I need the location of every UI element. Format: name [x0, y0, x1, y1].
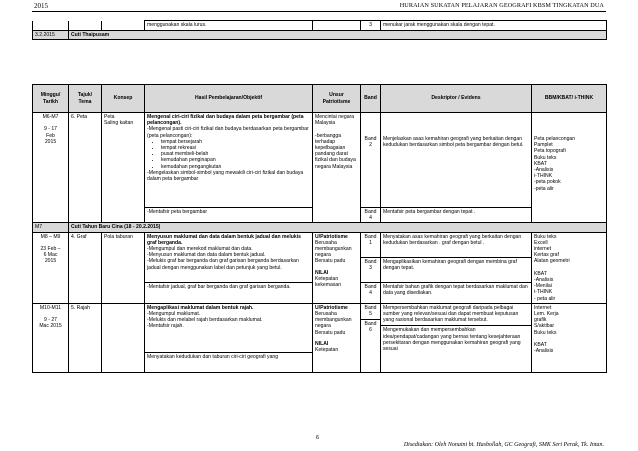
list-item: • kemudahan pengangkutan [161, 164, 310, 170]
objective-cell [145, 232, 313, 282]
list-item: • pusat membeli-belah [161, 151, 310, 157]
objective-cell [145, 303, 313, 372]
objective-last: Menyatakan kedudukan dan taburan ciri-ciri geografi yang [147, 353, 279, 360]
col-header: Tajuk/ Tema [69, 85, 102, 113]
break-label: Cuti Tahun Baru Cina (18 - 20.2.2015) [69, 223, 607, 232]
band-label: Band 2 [364, 136, 377, 149]
descriptor-text: Mempersembahkan maklumat geografi daripada pelbagai sumber yang relevan/sesuai dan dapat membuat keputusan yang rasional berdasarkan maklumat tersebut. [383, 304, 519, 324]
patriot-title: U/Patriotisme [315, 304, 348, 311]
table-row [33, 113, 607, 208]
header-year: 2015 [34, 2, 48, 10]
patriot-cell: Mencintai negara Malaysia -berbangga terhadap kepelbagaian pandang darat fizikal dan budaya negara Malaysia [313, 113, 361, 223]
descriptor-cell: Mentafsir bahan grafik dengan tepat berdasarkan maklumat dan data yang disediakan. [381, 283, 532, 304]
band-label: Band 5 [364, 304, 377, 318]
table-row [33, 232, 607, 257]
topic-cell: 5. Rajah [69, 303, 102, 372]
col-header: Hasil Pembelajaran/Objektif [145, 85, 313, 113]
divider [145, 352, 312, 353]
objective-last: -Mentafsir jadual, graf bar berganda dan graf garisan berganda. [145, 283, 313, 304]
objective-bullets [147, 139, 310, 170]
patriot-cell [313, 232, 361, 303]
main-table [32, 84, 607, 373]
divider [361, 319, 380, 320]
top-table [32, 20, 607, 40]
break-label: Cuti Thaipusam [69, 31, 607, 40]
footer-credit: Disediakan: Oleh Nonaini bt. Hasbollah, GC Geografi, SMK Seri Perak, Tk. Intan. [403, 442, 604, 448]
band-cell: Band 1 [361, 232, 381, 257]
header-rule [32, 11, 606, 12]
table-row [33, 223, 607, 232]
band-cell: Band 3 [361, 257, 381, 282]
bbm-cell: Internet Lem. Kerja grafik S/aktibar Buku teks KBAT -Analisis [532, 303, 607, 372]
col-header: Band [361, 85, 381, 113]
patriot-cell [313, 303, 361, 372]
descriptor-text: Mengemukakan dan mempersembahkan idea/pendapat/cadangan yang bernas tentang kesejahteraan persekitaran dengan menggunakan kemahiran geografi yang sesuai [383, 327, 521, 353]
patriot-text: Berusaha membangunkan negara Bersatu padu [315, 239, 352, 265]
band-label: Band 6 [364, 321, 377, 334]
top-right-text: menukar jarak menggunakan skala dengan tepat. [381, 21, 607, 31]
page-number: 6 [316, 435, 320, 441]
bbm-cell: Buku teks Excell internet Kertas graf Alatan geometri KBAT -Analisis -Menilai i-THINK - peta alir [532, 232, 607, 303]
list-item: • tempat bersejarah [161, 139, 310, 145]
objective-lines: -Mengumpul dan merekod maklumat dan data. -Menyusun maklumat dan data dalam bentuk jadual. -Melukis graf bar berganda dan graf garisan berganda berdasarkan jadual dengan menggunakan label dan petunjuk yang betul. [147, 246, 299, 271]
objective-title: Mengenal ciri-ciri fizikal dan budaya dalam peta bergambar (peta pelancongan). [147, 114, 304, 127]
header-title: HURAIAN SUKATAN PELAJARAN GEOGRAFI KBSM TINGKATAN DUA [399, 2, 604, 9]
col-header: Unsur Patriotisme [313, 85, 361, 113]
objective-lines: -Mengumpul maklumat. -Melukis dan melabel rajah berdasarkan maklumat. -Mentafsir rajah. [147, 311, 263, 330]
table-row [33, 31, 607, 40]
objective-last: -Mentafsir peta bergambar [145, 208, 313, 223]
list-item: • tempat rekreasi [161, 145, 310, 151]
col-header: BBM/KBAT/ i-THINK [532, 85, 607, 113]
descriptor-cell [381, 113, 532, 208]
band-cell [361, 113, 381, 208]
divider [381, 325, 531, 326]
week-cell: M6-M7 9 - 17 Feb 2015 [33, 113, 69, 223]
week-cell: M10-M11 9 - 27 Mac 2015 [33, 303, 69, 372]
bbm-cell [532, 113, 607, 223]
table-row [33, 303, 607, 372]
descriptor-cell: Mengaplikasikan kemahiran geografi dengan membina graf dengan tepat. [381, 257, 532, 282]
col-header: Deskriptor / Evidens [381, 85, 532, 113]
patriot-text: Ketepatan kekemasan [315, 275, 342, 289]
descriptor-text: Menjelaskan asas kemahiran geografi yang berkaitan dengan kedudukan berdasarkan simbol peta bergambar dengan betul. [383, 136, 524, 149]
patriot-title: NILAI [315, 269, 329, 276]
band-cell: Band 4 [361, 208, 381, 223]
concept-cell [102, 303, 145, 372]
topic-cell: 4. Graf [69, 232, 102, 303]
table-row [33, 21, 607, 31]
objective-title: Mengaplikasi maklumat dalam bentuk rajah. [147, 304, 254, 311]
objective-rest: -Mengelaskan simbol-simbol yang mewakili ciri-ciri fizikal dan budaya dalam peta bergambar [147, 169, 304, 183]
descriptor-cell: Menyatakan asas kemahiran geografi yang berkaitan dengan kedudukan berdasarkan . graf dengan betul . [381, 232, 532, 257]
descriptor-cell: Mentafsir peta bergambar dengan tepat . [381, 208, 532, 223]
col-header: Minggu/ Tarikh [33, 85, 69, 113]
patriot-text: Ketepatan [315, 347, 339, 354]
objective-cell [145, 113, 313, 208]
list-item: • kemudahan penginapan [161, 157, 310, 163]
band-cell: Band 4 [361, 283, 381, 304]
top-band: 3 [361, 21, 381, 31]
col-header: Konsep [102, 85, 145, 113]
topic-cell: 6. Peta [69, 113, 102, 223]
bbm-text: Peta pelancongan Pamplet Peta topografi Buku teks KBAT -Analisis i-THINK -peta pokok -peta alir [534, 136, 576, 192]
concept-cell: Peta Saling kaitan [102, 113, 145, 223]
patriot-title: NILAI [315, 340, 329, 347]
patriot-title: U/Patriotisme [315, 233, 348, 240]
band-cell [361, 303, 381, 372]
table-header-row [33, 85, 607, 113]
descriptor-cell [381, 303, 532, 372]
break-week: M7 [33, 223, 69, 232]
break-date: 3.2.2015 [33, 31, 69, 40]
week-cell: M8 – M9 23 Feb – 6 Mac 2015 [33, 232, 69, 303]
objective-title: Menyusun maklumat dan data dalam bentuk jadual dan melukis graf berganda. [147, 233, 301, 246]
concept-cell: Pola taburan [102, 232, 145, 303]
top-left-text: menggunakan skala lurus. [145, 21, 313, 31]
objective-intro: -Mengenal pasti ciri-ciri fizikal dan budaya berdasarkan peta bergambar (peta pelancongan): [147, 126, 309, 139]
patriot-text: Berusaha membangunkan negara Bersatu padu [315, 311, 352, 336]
